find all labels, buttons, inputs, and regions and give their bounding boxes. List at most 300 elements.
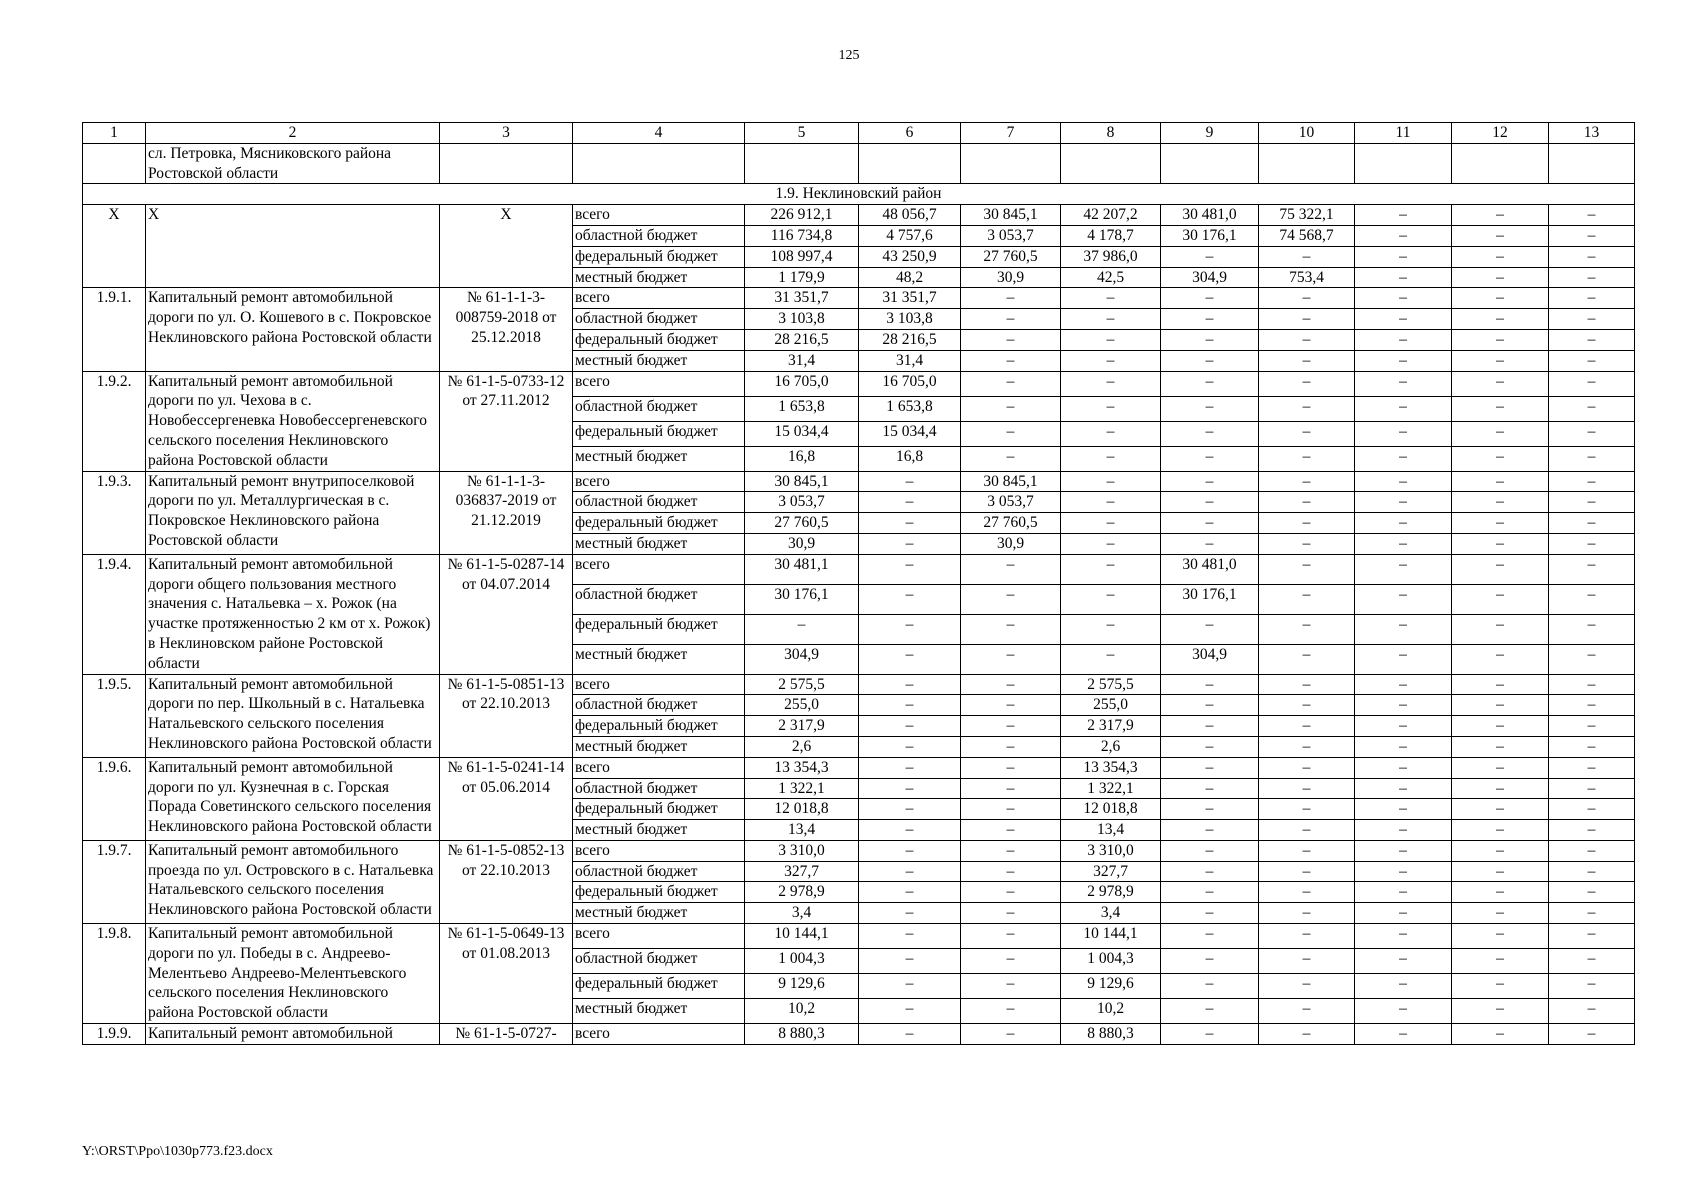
value-cell: – [1161, 1024, 1259, 1045]
value-cell: – [859, 614, 961, 644]
item-document: X [440, 205, 573, 288]
value-cell: – [1452, 644, 1549, 674]
value-cell: – [1452, 205, 1549, 226]
value-cell: – [1061, 396, 1161, 421]
value-cell: – [1061, 492, 1161, 513]
section-row [83, 184, 1635, 205]
value-cell: – [1259, 974, 1355, 999]
value-cell: 1 653,8 [745, 396, 859, 421]
funding-source: областной бюджет [573, 309, 745, 330]
value-cell: 327,7 [1061, 861, 1161, 882]
value-cell: – [1355, 471, 1452, 492]
value-cell: – [1452, 949, 1549, 974]
value-cell: – [961, 584, 1061, 614]
funding-source: федеральный бюджет [573, 882, 745, 903]
value-cell: – [1452, 446, 1549, 471]
funding-source: всего [573, 371, 745, 396]
value-cell: – [1161, 840, 1259, 861]
value-cell: – [859, 840, 961, 861]
value-cell: – [1161, 903, 1259, 924]
value-cell: 15 034,4 [859, 421, 961, 446]
value-cell: 9 129,6 [745, 974, 859, 999]
value-cell: – [745, 614, 859, 644]
header-cell: 3 [440, 123, 573, 144]
item-document: № 61-1-5-0851-13 от 22.10.2013 [440, 674, 573, 757]
value-cell: – [1259, 584, 1355, 614]
value-cell: 8 880,3 [1061, 1024, 1161, 1045]
funding-source: местный бюджет [573, 533, 745, 554]
value-cell: – [1259, 644, 1355, 674]
item-document: № 61-1-5-0649-13 от 01.08.2013 [440, 924, 573, 1024]
funding-source: областной бюджет [573, 778, 745, 799]
value-cell: – [1061, 446, 1161, 471]
table-row [83, 371, 1635, 396]
value-cell: – [859, 695, 961, 716]
value-cell: 30 176,1 [1161, 225, 1259, 246]
value-cell: – [1549, 949, 1635, 974]
value-cell: – [1549, 309, 1635, 330]
value-cell: – [1355, 861, 1452, 882]
value-cell: – [1452, 267, 1549, 288]
value-cell: 30 845,1 [961, 471, 1061, 492]
value-cell: – [1452, 924, 1549, 949]
value-cell: – [1161, 695, 1259, 716]
value-cell: – [1452, 799, 1549, 820]
funding-source: федеральный бюджет [573, 246, 745, 267]
value-cell: – [961, 309, 1061, 330]
value-cell: – [1549, 716, 1635, 737]
value-cell: – [1549, 205, 1635, 226]
value-cell: – [1452, 974, 1549, 999]
value-cell: – [1161, 820, 1259, 841]
value-cell: – [1355, 903, 1452, 924]
empty-cell [1061, 143, 1161, 184]
value-cell: – [1549, 861, 1635, 882]
value-cell: – [1452, 288, 1549, 309]
value-cell: 226 912,1 [745, 205, 859, 226]
item-name: Капитальный ремонт автомобильного проезда по ул. Островского в с. Натальевка Натальевского сельского поселения Неклиновского района Ростовской области [146, 840, 440, 923]
table-row [83, 1024, 1635, 1045]
value-cell: 16 705,0 [745, 371, 859, 396]
value-cell: – [1355, 999, 1452, 1024]
table-row [83, 840, 1635, 861]
value-cell: – [961, 736, 1061, 757]
funding-source: местный бюджет [573, 644, 745, 674]
value-cell: – [859, 778, 961, 799]
funding-source: федеральный бюджет [573, 799, 745, 820]
value-cell: – [1549, 584, 1635, 614]
value-cell: – [1452, 421, 1549, 446]
value-cell: 74 568,7 [1259, 225, 1355, 246]
value-cell: – [1452, 329, 1549, 350]
value-cell: – [1452, 757, 1549, 778]
value-cell: – [1549, 674, 1635, 695]
value-cell: 304,9 [1161, 267, 1259, 288]
header-cell: 11 [1355, 123, 1452, 144]
value-cell: – [1355, 225, 1452, 246]
value-cell: – [1549, 695, 1635, 716]
value-cell: 327,7 [745, 861, 859, 882]
value-cell: – [961, 799, 1061, 820]
value-cell: – [1161, 350, 1259, 371]
value-cell: 3 310,0 [745, 840, 859, 861]
item-name: Капитальный ремонт автомобильной дороги по ул. Чехова в с. Новобессергеневка Новобессергеневского сельского поселения Неклиновского района Ростовской области [146, 371, 440, 471]
value-cell: – [1259, 757, 1355, 778]
value-cell: – [961, 903, 1061, 924]
value-cell: – [1161, 799, 1259, 820]
value-cell: 2 575,5 [1061, 674, 1161, 695]
value-cell: – [1259, 924, 1355, 949]
value-cell: – [961, 924, 1061, 949]
value-cell: – [1549, 246, 1635, 267]
header-cell: 1 [83, 123, 146, 144]
value-cell: – [1259, 309, 1355, 330]
value-cell: – [1161, 882, 1259, 903]
page-number: 125 [838, 48, 860, 63]
value-cell: – [1549, 778, 1635, 799]
value-cell: – [1161, 309, 1259, 330]
value-cell: – [1161, 513, 1259, 534]
empty-cell [1161, 143, 1259, 184]
value-cell: 3 053,7 [745, 492, 859, 513]
value-cell: – [1452, 246, 1549, 267]
value-cell: – [1161, 924, 1259, 949]
funding-source: областной бюджет [573, 225, 745, 246]
value-cell: – [859, 471, 961, 492]
funding-source: местный бюджет [573, 446, 745, 471]
empty-cell [440, 143, 573, 184]
value-cell: – [1061, 350, 1161, 371]
value-cell: 75 322,1 [1259, 205, 1355, 226]
value-cell: – [1452, 882, 1549, 903]
value-cell: – [859, 882, 961, 903]
value-cell: – [1355, 1024, 1452, 1045]
value-cell: – [1161, 471, 1259, 492]
value-cell: – [859, 820, 961, 841]
value-cell: – [1259, 492, 1355, 513]
item-name: X [146, 205, 440, 288]
value-cell: 2 575,5 [745, 674, 859, 695]
value-cell: 30 176,1 [1161, 584, 1259, 614]
empty-cell [1549, 143, 1635, 184]
value-cell: – [1259, 861, 1355, 882]
value-cell: – [1259, 288, 1355, 309]
value-cell: – [1161, 492, 1259, 513]
value-cell: – [859, 999, 961, 1024]
value-cell: – [1452, 674, 1549, 695]
item-name: Капитальный ремонт автомобильной [146, 1024, 440, 1045]
table-row [83, 757, 1635, 778]
value-cell: – [1452, 999, 1549, 1024]
value-cell: – [961, 716, 1061, 737]
funding-source: всего [573, 674, 745, 695]
value-cell: 3,4 [745, 903, 859, 924]
value-cell: 2,6 [1061, 736, 1161, 757]
value-cell: – [859, 554, 961, 584]
value-cell: – [859, 674, 961, 695]
funding-source: областной бюджет [573, 949, 745, 974]
value-cell: – [1259, 903, 1355, 924]
value-cell: – [1549, 820, 1635, 841]
value-cell: – [1355, 329, 1452, 350]
value-cell: – [1061, 288, 1161, 309]
value-cell: – [1061, 554, 1161, 584]
value-cell: 1 004,3 [1061, 949, 1161, 974]
value-cell: – [1259, 446, 1355, 471]
value-cell: – [1452, 840, 1549, 861]
item-number: 1.9.4. [83, 554, 146, 674]
funding-source: федеральный бюджет [573, 513, 745, 534]
value-cell: 13 354,3 [1061, 757, 1161, 778]
value-cell: – [1549, 757, 1635, 778]
funding-source: федеральный бюджет [573, 614, 745, 644]
value-cell: 116 734,8 [745, 225, 859, 246]
value-cell: – [1549, 288, 1635, 309]
value-cell: – [1061, 644, 1161, 674]
value-cell: – [1259, 820, 1355, 841]
value-cell: – [1355, 421, 1452, 446]
value-cell: – [1452, 736, 1549, 757]
value-cell: – [1259, 736, 1355, 757]
header-cell: 5 [745, 123, 859, 144]
value-cell: – [1259, 716, 1355, 737]
value-cell: 30 176,1 [745, 584, 859, 614]
value-cell: – [1061, 513, 1161, 534]
funding-source: областной бюджет [573, 584, 745, 614]
value-cell: – [961, 396, 1061, 421]
value-cell: – [961, 446, 1061, 471]
value-cell: – [859, 716, 961, 737]
value-cell: – [1161, 533, 1259, 554]
funding-source: областной бюджет [573, 492, 745, 513]
value-cell: 10 144,1 [745, 924, 859, 949]
value-cell: – [1161, 778, 1259, 799]
value-cell: 27 760,5 [961, 513, 1061, 534]
header-cell: 9 [1161, 123, 1259, 144]
value-cell: – [1355, 492, 1452, 513]
value-cell: 16,8 [745, 446, 859, 471]
funding-source: областной бюджет [573, 861, 745, 882]
item-number: 1.9.7. [83, 840, 146, 923]
value-cell: 10,2 [1061, 999, 1161, 1024]
value-cell: – [1161, 371, 1259, 396]
value-cell: – [1549, 974, 1635, 999]
value-cell: – [1355, 396, 1452, 421]
footer-file-path: Y:\ORST\Ppo\1030p773.f23.docx [82, 1144, 273, 1159]
value-cell: 1 653,8 [859, 396, 961, 421]
funding-source: федеральный бюджет [573, 716, 745, 737]
value-cell: – [1161, 757, 1259, 778]
empty-cell [573, 143, 745, 184]
value-cell: 42,5 [1061, 267, 1161, 288]
item-number: 1.9.3. [83, 471, 146, 554]
value-cell: – [1355, 350, 1452, 371]
value-cell: – [1549, 329, 1635, 350]
value-cell: – [1452, 695, 1549, 716]
value-cell: 3 103,8 [859, 309, 961, 330]
value-cell: – [859, 584, 961, 614]
item-document: № 61-1-1-3-036837-2019 от 21.12.2019 [440, 471, 573, 554]
value-cell: – [1259, 471, 1355, 492]
value-cell: 30 845,1 [961, 205, 1061, 226]
value-cell: 3,4 [1061, 903, 1161, 924]
item-document: № 61-1-5-0287-14 от 04.07.2014 [440, 554, 573, 674]
item-document: № 61-1-1-3-008759-2018 от 25.12.2018 [440, 288, 573, 371]
funding-source: всего [573, 205, 745, 226]
value-cell: – [1549, 840, 1635, 861]
table-row [83, 924, 1635, 949]
funding-source: федеральный бюджет [573, 421, 745, 446]
value-cell: 12 018,8 [745, 799, 859, 820]
value-cell: – [1061, 614, 1161, 644]
value-cell: – [1549, 554, 1635, 584]
empty-cell [1355, 143, 1452, 184]
section-title: 1.9. Неклиновский район [83, 184, 1635, 205]
value-cell: – [1259, 1024, 1355, 1045]
value-cell: – [1355, 820, 1452, 841]
value-cell: – [1452, 309, 1549, 330]
value-cell: – [859, 903, 961, 924]
funding-source: местный бюджет [573, 903, 745, 924]
value-cell: 12 018,8 [1061, 799, 1161, 820]
value-cell: – [961, 999, 1061, 1024]
value-cell: 10 144,1 [1061, 924, 1161, 949]
value-cell: – [859, 799, 961, 820]
value-cell: – [1161, 288, 1259, 309]
value-cell: 10,2 [745, 999, 859, 1024]
header-cell: 6 [859, 123, 961, 144]
value-cell: 3 053,7 [961, 225, 1061, 246]
value-cell: – [1549, 999, 1635, 1024]
value-cell: – [1549, 492, 1635, 513]
value-cell: 42 207,2 [1061, 205, 1161, 226]
value-cell: – [1452, 903, 1549, 924]
value-cell: 30 481,0 [1161, 205, 1259, 226]
value-cell: – [961, 757, 1061, 778]
value-cell: – [1061, 309, 1161, 330]
value-cell: – [1355, 288, 1452, 309]
value-cell: 16 705,0 [859, 371, 961, 396]
value-cell: 31 351,7 [745, 288, 859, 309]
value-cell: 15 034,4 [745, 421, 859, 446]
empty-cell [1452, 143, 1549, 184]
value-cell: – [1355, 205, 1452, 226]
item-document: № 61-1-5-0241-14 от 05.06.2014 [440, 757, 573, 840]
header-cell: 10 [1259, 123, 1355, 144]
item-document: № 61-1-5-0733-12 от 27.11.2012 [440, 371, 573, 471]
empty-cell [1259, 143, 1355, 184]
value-cell: – [1355, 736, 1452, 757]
value-cell: – [1355, 716, 1452, 737]
value-cell: – [961, 949, 1061, 974]
item-name: Капитальный ремонт автомобильной дороги общего пользования местного значения с. Натальевка – х. Рожок (на участке протяженностью 2 км от х. Рожок) в Неклиновском районе Ростовской области [146, 554, 440, 674]
value-cell: – [1355, 778, 1452, 799]
value-cell: 2 978,9 [1061, 882, 1161, 903]
funding-source: местный бюджет [573, 820, 745, 841]
value-cell: – [1549, 446, 1635, 471]
value-cell: – [1452, 513, 1549, 534]
value-cell: – [1161, 674, 1259, 695]
value-cell: – [1259, 999, 1355, 1024]
value-cell: 31,4 [859, 350, 961, 371]
value-cell: 1 322,1 [745, 778, 859, 799]
value-cell: – [1355, 644, 1452, 674]
value-cell: – [1259, 695, 1355, 716]
value-cell: 28 216,5 [745, 329, 859, 350]
value-cell: 3 103,8 [745, 309, 859, 330]
value-cell: – [1061, 371, 1161, 396]
value-cell: 31 351,7 [859, 288, 961, 309]
value-cell: – [961, 820, 1061, 841]
value-cell: – [1452, 1024, 1549, 1045]
value-cell: – [1161, 614, 1259, 644]
value-cell: – [1061, 421, 1161, 446]
value-cell: – [1452, 716, 1549, 737]
table-body [83, 123, 1635, 1045]
value-cell: – [1355, 757, 1452, 778]
empty-cell [83, 143, 146, 184]
value-cell: – [1549, 350, 1635, 371]
value-cell: – [1161, 861, 1259, 882]
value-cell: – [1259, 421, 1355, 446]
table-row [83, 288, 1635, 309]
value-cell: – [1355, 840, 1452, 861]
funding-source: всего [573, 554, 745, 584]
item-document: № 61-1-5-0852-13 от 22.10.2013 [440, 840, 573, 923]
value-cell: 48,2 [859, 267, 961, 288]
value-cell: 16,8 [859, 446, 961, 471]
value-cell: 27 760,5 [961, 246, 1061, 267]
value-cell: – [859, 533, 961, 554]
funding-source: федеральный бюджет [573, 329, 745, 350]
value-cell: – [859, 1024, 961, 1045]
empty-cell [859, 143, 961, 184]
item-document: № 61-1-5-0727- [440, 1024, 573, 1045]
funding-source: областной бюджет [573, 396, 745, 421]
value-cell: – [1452, 492, 1549, 513]
header-row [83, 123, 1635, 144]
value-cell: – [1452, 533, 1549, 554]
value-cell: – [1549, 513, 1635, 534]
item-name: Капитальный ремонт автомобильной дороги по ул. О. Кошевого в с. Покровское Неклиновского района Ростовской области [146, 288, 440, 371]
value-cell: – [1355, 882, 1452, 903]
value-cell: 13 354,3 [745, 757, 859, 778]
value-cell: 30,9 [961, 533, 1061, 554]
value-cell: 30 481,1 [745, 554, 859, 584]
value-cell: – [859, 513, 961, 534]
header-cell: 2 [146, 123, 440, 144]
value-cell: – [1355, 446, 1452, 471]
value-cell: – [1355, 614, 1452, 644]
value-cell: – [1161, 246, 1259, 267]
value-cell: – [859, 736, 961, 757]
value-cell: – [1259, 371, 1355, 396]
continuation-row [83, 143, 1635, 184]
item-name: Капитальный ремонт автомобильной дороги по ул. Кузнечная в с. Горская Порада Советинского сельского поселения Неклиновского района Ростовской области [146, 757, 440, 840]
value-cell: – [1259, 554, 1355, 584]
value-cell: – [1161, 736, 1259, 757]
value-cell: – [1355, 799, 1452, 820]
funding-source: всего [573, 840, 745, 861]
value-cell: – [1259, 840, 1355, 861]
value-cell: – [1259, 882, 1355, 903]
value-cell: – [1259, 674, 1355, 695]
value-cell: – [1355, 554, 1452, 584]
value-cell: – [1355, 371, 1452, 396]
value-cell: – [1259, 329, 1355, 350]
funding-source: федеральный бюджет [573, 974, 745, 999]
value-cell: – [1452, 584, 1549, 614]
